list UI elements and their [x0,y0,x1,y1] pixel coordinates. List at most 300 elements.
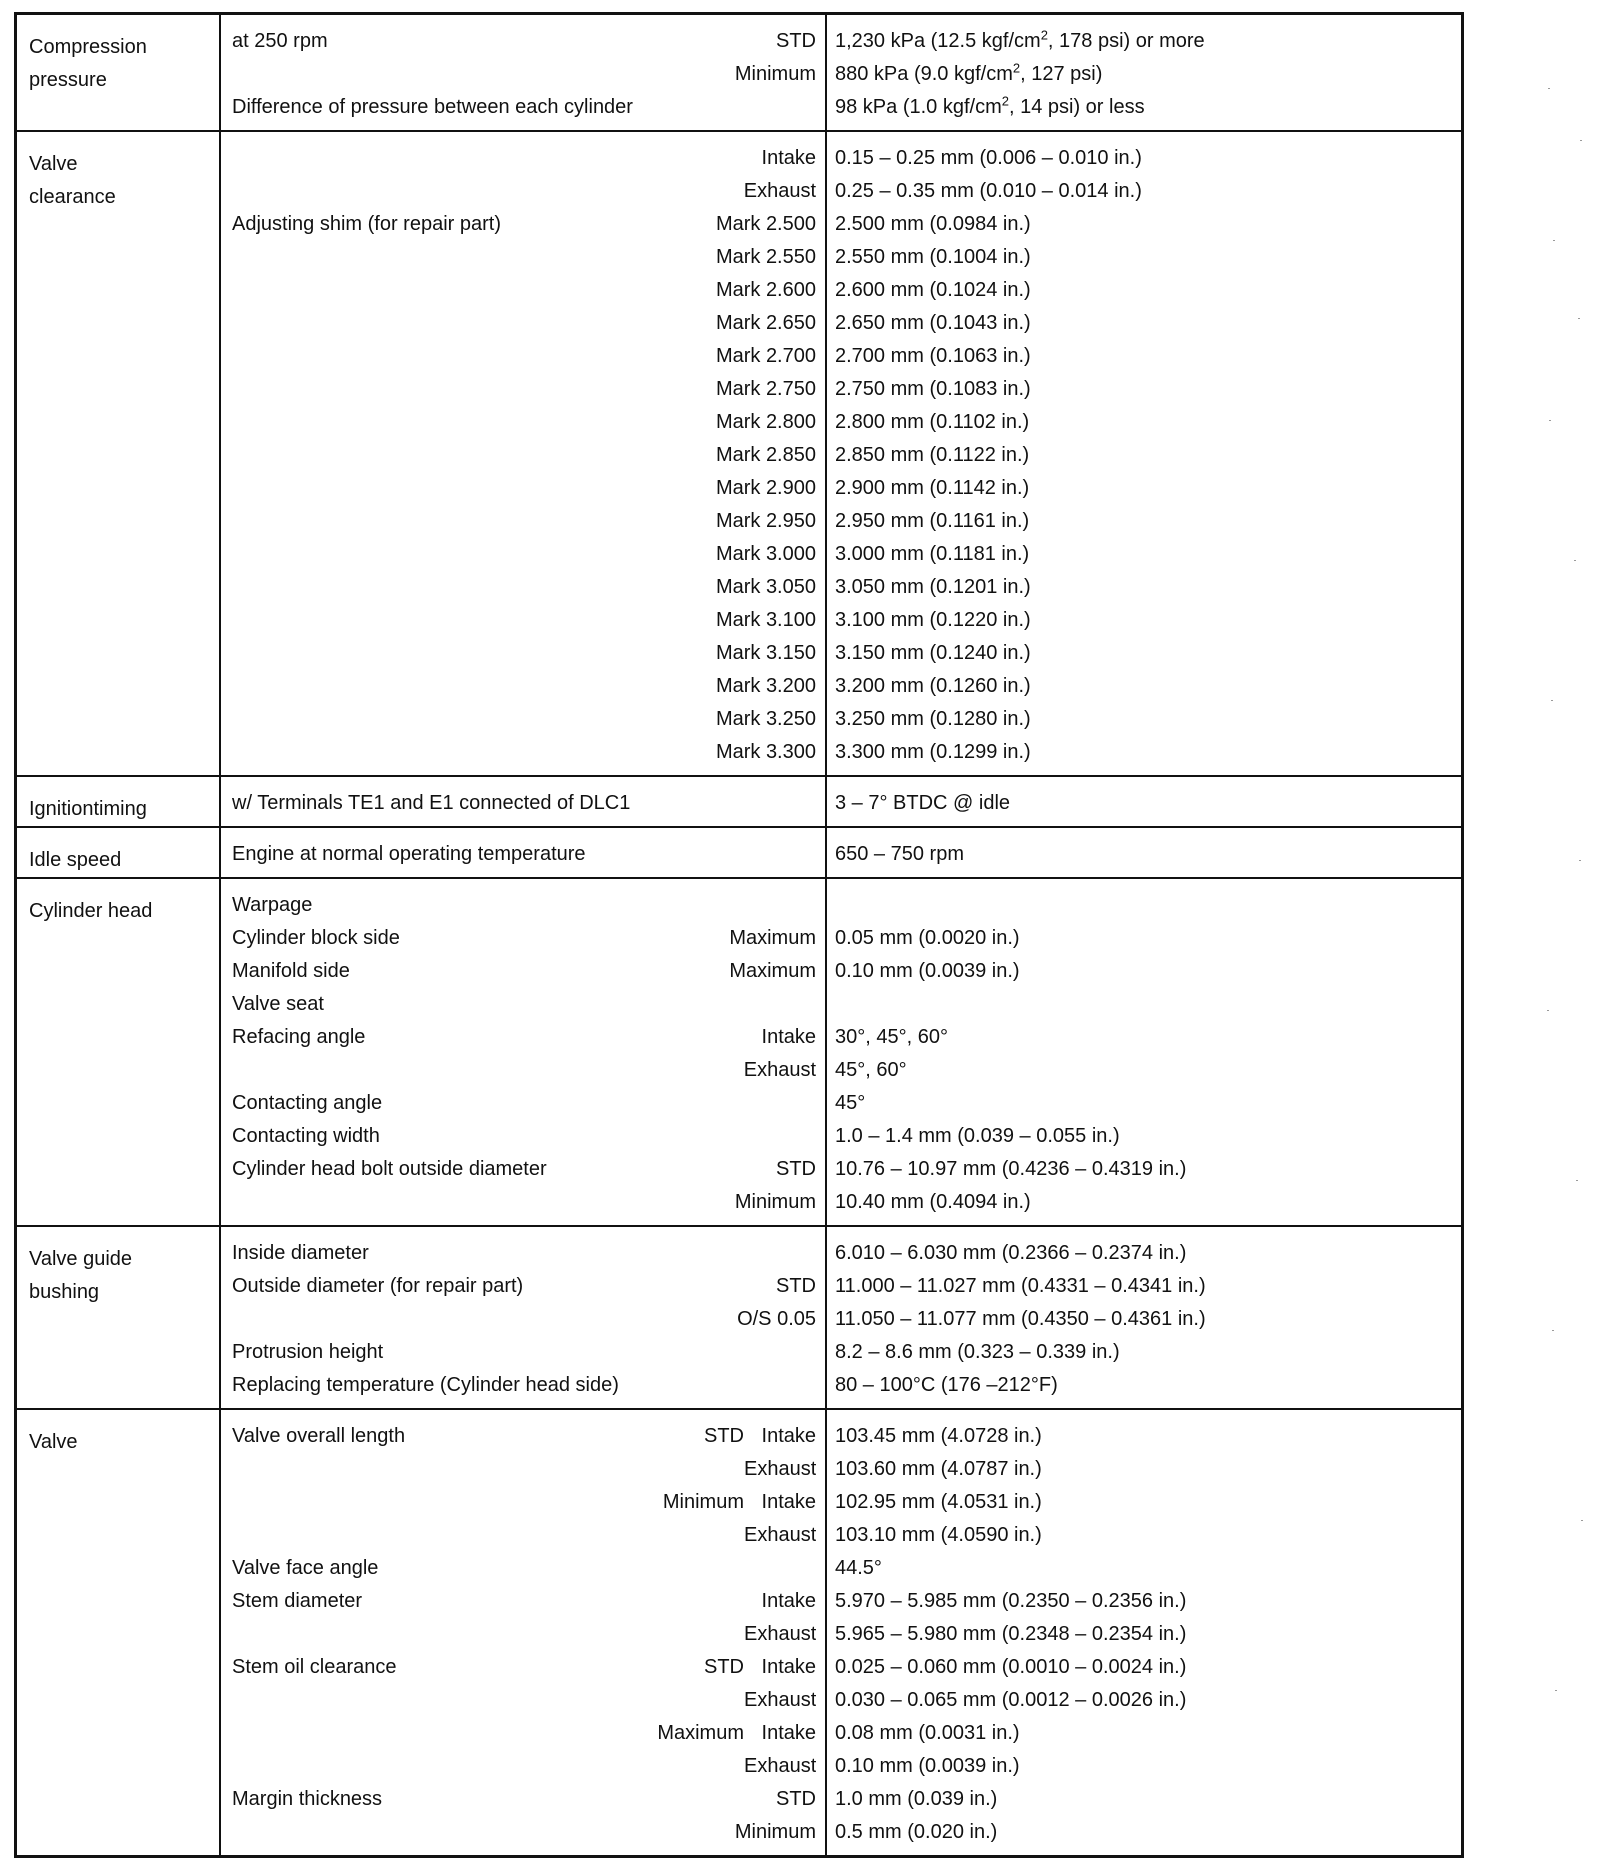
condition-row [232,1684,816,1717]
condition-qualifier: Exhaust [743,180,816,202]
value-row [835,1651,1453,1684]
condition-label: at 250 rpm [232,30,328,52]
condition-subqualifier: Exhaust [744,1755,816,1777]
condition-label: Contacting width [232,1125,380,1147]
spec-value: 3 – 7° BTDC @ idle [835,792,1011,814]
spec-section [17,877,1461,1225]
section-item-name [17,15,221,130]
condition-label [232,439,716,472]
item-name-line: Ignitiontiming [29,798,147,820]
spec-section [17,1408,1461,1855]
condition-row [232,1336,816,1369]
scan-speck [1551,700,1553,701]
value-row [835,955,1453,988]
condition-label [232,472,716,505]
condition-qualifier: STD [704,1656,744,1678]
value-row [835,274,1453,307]
condition-row [232,439,816,472]
item-name-line: Idle speed [29,849,122,871]
condition-row [232,1717,816,1750]
value-row [835,670,1453,703]
condition-label [232,571,716,604]
condition-label [232,340,716,373]
condition-column [221,879,827,1225]
condition-row [232,1750,816,1783]
scan-speck [1555,1690,1557,1691]
condition-qualifier: Intake [761,147,816,169]
value-row [835,208,1453,241]
spec-value: 103.10 mm (4.0590 in.) [835,1524,1042,1546]
value-row [835,538,1453,571]
spec-value: 2.600 mm (0.1024 in.) [835,279,1031,301]
condition-qualifier: Mark 2.600 [715,279,816,301]
condition-qualifier: Mark 2.700 [715,345,816,367]
condition-qualifier: Maximum [729,927,816,949]
condition-qualifier: Exhaust [743,1059,816,1081]
spec-value: 30°, 45°, 60° [835,1026,948,1048]
condition-qualifier: Intake [761,1026,816,1048]
value-row [835,1153,1453,1186]
condition-qualifier: Mark 3.050 [715,576,816,598]
section-item-name [17,879,221,1225]
condition-row [232,340,816,373]
value-row [835,439,1453,472]
spec-value: 6.010 – 6.030 mm (0.2366 – 0.2374 in.) [835,1242,1187,1264]
value-row [835,1420,1453,1453]
condition-label [232,1618,744,1651]
item-name-line: clearance [29,186,116,208]
spec-value: 3.150 mm (0.1240 in.) [835,642,1031,664]
condition-row [232,274,816,307]
value-row [835,1369,1453,1402]
spec-value: 650 – 750 rpm [835,843,964,865]
condition-column [221,132,827,775]
condition-column [221,777,827,826]
condition-subqualifier: Intake [761,1722,816,1744]
value-row [835,1303,1453,1336]
scan-speck [1581,1520,1583,1521]
value-row [835,1336,1453,1369]
value-row [835,838,1453,871]
scan-speck [1547,1010,1549,1011]
condition-label: Replacing temperature (Cylinder head side) [232,1374,619,1396]
value-row [835,604,1453,637]
condition-label [232,1684,744,1717]
item-name-line: Compression [29,36,147,58]
condition-subqualifier: Intake [761,1425,816,1447]
condition-row [232,1552,816,1585]
item-name-line: Valve guide [29,1248,133,1270]
condition-row [232,1519,816,1552]
scan-speck [1574,560,1576,561]
scan-speck [1579,860,1581,861]
item-name-line: Cylinder head [29,900,153,922]
spec-value: 3.100 mm (0.1220 in.) [835,609,1031,631]
condition-label [232,1186,735,1219]
spec-value: 0.25 – 0.35 mm (0.010 – 0.014 in.) [835,180,1142,202]
condition-row [232,1420,816,1453]
condition-label [232,1453,744,1486]
condition-row [232,1369,816,1402]
spec-value: 2.500 mm (0.0984 in.) [835,213,1031,235]
value-row [835,1618,1453,1651]
condition-label: Outside diameter (for repair part) [232,1275,524,1297]
condition-label: Valve seat [232,993,324,1015]
condition-row [232,1054,816,1087]
condition-qualifier: Mark 2.800 [715,411,816,433]
condition-qualifier: Maximum [657,1722,744,1744]
condition-row [232,787,816,820]
condition-row [232,472,816,505]
spec-value: 80 – 100°C (176 –212°F) [835,1374,1058,1396]
condition-subqualifier: Exhaust [744,1689,816,1711]
spec-value: 0.5 mm (0.020 in.) [835,1821,998,1843]
condition-qualifier: STD [704,1425,744,1447]
condition-row [232,736,816,769]
spec-section [17,826,1461,877]
condition-row [232,25,816,58]
condition-label: Cylinder head bolt outside diameter [232,1158,547,1180]
condition-label: w/ Terminals TE1 and E1 connected of DLC1 [232,792,631,814]
condition-label [232,274,716,307]
spec-value: 2.950 mm (0.1161 in.) [835,510,1030,532]
section-item-name [17,132,221,775]
condition-qualifier: Mark 3.200 [715,675,816,697]
spec-value: 11.050 – 11.077 mm (0.4350 – 0.4361 in.) [835,1308,1206,1330]
condition-subqualifier: Exhaust [744,1524,816,1546]
scan-speck [1552,1330,1554,1331]
section-item-name [17,828,221,877]
value-row [835,1270,1453,1303]
spec-value: 1.0 mm (0.039 in.) [835,1788,998,1810]
condition-row [232,406,816,439]
condition-label: Valve face angle [232,1557,379,1579]
condition-qualifier: Minimum [734,63,816,85]
condition-row [232,241,816,274]
section-item-name [17,1410,221,1855]
condition-row [232,373,816,406]
condition-row [232,1486,816,1519]
condition-subqualifier: Intake [761,1590,816,1612]
condition-qualifier: STD [776,1275,816,1297]
condition-qualifier: Mark 3.150 [715,642,816,664]
condition-qualifier: Mark 2.750 [715,378,816,400]
condition-row [232,1618,816,1651]
value-row [835,241,1453,274]
value-column [827,132,1461,775]
condition-qualifier: Mark 2.850 [715,444,816,466]
spec-value: 2.800 mm (0.1102 in.) [835,411,1030,433]
value-row [835,637,1453,670]
condition-subqualifier: Intake [761,1491,816,1513]
spec-value: 102.95 mm (4.0531 in.) [835,1491,1042,1513]
value-row [835,1783,1453,1816]
condition-label [232,1750,744,1783]
condition-qualifier: Mark 2.950 [715,510,816,532]
value-row [835,505,1453,538]
condition-label [232,1519,744,1552]
spec-value: 3.300 mm (0.1299 in.) [835,741,1031,763]
condition-subqualifier: Intake [761,1656,816,1678]
condition-row [232,670,816,703]
spec-section [17,130,1461,775]
condition-label: Inside diameter [232,1242,369,1264]
condition-label: Cylinder block side [232,927,400,949]
spec-value: 0.030 – 0.065 mm (0.0012 – 0.0026 in.) [835,1689,1187,1711]
spec-value: 0.025 – 0.060 mm (0.0010 – 0.0024 in.) [835,1656,1187,1678]
condition-row [232,571,816,604]
scan-speck [1549,420,1551,421]
condition-row [232,604,816,637]
condition-qualifier: O/S 0.05 [737,1308,816,1330]
value-row [835,703,1453,736]
condition-qualifier: Mark 3.250 [715,708,816,730]
condition-row [232,505,816,538]
section-item-name [17,777,221,826]
condition-qualifier: Minimum [734,1821,816,1843]
condition-row [232,988,816,1021]
item-name-line: Valve [29,153,78,175]
condition-label: Contacting angle [232,1092,383,1114]
condition-label [232,1303,737,1336]
spec-value: 103.45 mm (4.0728 in.) [835,1425,1042,1447]
value-row [835,1585,1453,1618]
condition-qualifier: Mark 3.100 [715,609,816,631]
spec-value: 880 kPa (9.0 kgf/$cm^2$, 127 psi) [835,60,1103,85]
condition-row [232,637,816,670]
spec-value: 10.40 mm (0.4094 in.) [835,1191,1031,1213]
value-row [835,787,1453,820]
condition-row [232,142,816,175]
value-column [827,828,1461,877]
spec-value: 1,230 kPa (12.5 kgf/$cm^2$, 178 psi) or more [835,27,1205,52]
condition-row [232,208,816,241]
value-row [835,1120,1453,1153]
value-row [835,736,1453,769]
condition-row [232,1303,816,1336]
value-row [835,1717,1453,1750]
spec-value: 10.76 – 10.97 mm (0.4236 – 0.4319 in.) [835,1158,1187,1180]
condition-subqualifier: Exhaust [744,1623,816,1645]
spec-section [17,775,1461,826]
spec-value: 3.050 mm (0.1201 in.) [835,576,1031,598]
condition-row [232,1783,816,1816]
condition-label [232,1816,735,1849]
condition-label: Valve overall length [232,1425,406,1447]
value-row [835,373,1453,406]
condition-column [221,1227,827,1408]
condition-label [232,637,716,670]
spec-value: 45°, 60° [835,1059,907,1081]
value-row [835,571,1453,604]
condition-label [232,736,716,769]
value-row [835,340,1453,373]
condition-label [232,1717,657,1750]
condition-row [232,1153,816,1186]
condition-row [232,1186,816,1219]
condition-row [232,58,816,91]
condition-label [232,505,716,538]
condition-row [232,91,816,124]
value-column [827,15,1461,130]
value-row [835,25,1453,58]
value-row [835,1186,1453,1219]
condition-label [232,1486,663,1519]
condition-qualifier: Minimum [734,1191,816,1213]
condition-label [232,373,716,406]
condition-label: Stem diameter [232,1590,363,1612]
value-row [835,1816,1453,1849]
spec-value: 2.700 mm (0.1063 in.) [835,345,1031,367]
value-column [827,1227,1461,1408]
condition-row [232,838,816,871]
spec-value: 0.10 mm (0.0039 in.) [835,960,1020,982]
spec-value: 44.5° [835,1557,882,1579]
value-row [835,889,1453,922]
section-item-name [17,1227,221,1408]
value-row [835,58,1453,91]
condition-label [232,703,716,736]
condition-label: Difference of pressure between each cylinder [232,96,633,118]
condition-label: Warpage [232,894,313,916]
condition-row [232,1120,816,1153]
value-row [835,1453,1453,1486]
condition-label [232,307,716,340]
item-name-line: bushing [29,1281,100,1303]
condition-qualifier: STD [776,30,816,52]
condition-label [232,241,716,274]
value-row [835,91,1453,124]
scan-speck [1576,1180,1578,1181]
condition-label: Protrusion height [232,1341,384,1363]
value-row [835,1552,1453,1585]
condition-label [232,142,762,175]
condition-qualifier: Mark 2.550 [715,246,816,268]
condition-label [232,538,716,571]
spec-value: 103.60 mm (4.0787 in.) [835,1458,1042,1480]
condition-row [232,922,816,955]
value-row [835,307,1453,340]
condition-subqualifier: Exhaust [744,1458,816,1480]
condition-row [232,175,816,208]
condition-qualifier: Maximum [729,960,816,982]
spec-value: 11.000 – 11.027 mm (0.4331 – 0.4341 in.) [835,1275,1206,1297]
value-row [835,175,1453,208]
value-row [835,922,1453,955]
condition-label: Engine at normal operating temperature [232,843,586,865]
spec-value: 2.900 mm (0.1142 in.) [835,477,1030,499]
condition-label [232,406,716,439]
condition-row [232,1087,816,1120]
item-name-line: pressure [29,69,107,91]
spec-value: 0.10 mm (0.0039 in.) [835,1755,1020,1777]
spec-value: 0.05 mm (0.0020 in.) [835,927,1020,949]
value-row [835,1087,1453,1120]
spec-value: 98 kPa (1.0 kgf/$cm^2$, 14 psi) or less [835,93,1145,118]
condition-row [232,889,816,922]
spec-value: 3.200 mm (0.1260 in.) [835,675,1031,697]
spec-value: 0.08 mm (0.0031 in.) [835,1722,1020,1744]
condition-column [221,1410,827,1855]
spec-section [17,15,1461,130]
scan-speck [1548,88,1550,89]
condition-row [232,1585,816,1618]
condition-label: Manifold side [232,960,350,982]
value-row [835,406,1453,439]
condition-qualifier: Mark 3.000 [715,543,816,565]
spec-value: 5.970 – 5.985 mm (0.2350 – 0.2356 in.) [835,1590,1187,1612]
spec-section [17,1225,1461,1408]
condition-label: Adjusting shim (for repair part) [232,213,501,235]
condition-column [221,828,827,877]
spec-value: 2.650 mm (0.1043 in.) [835,312,1031,334]
condition-qualifier: Mark 2.650 [715,312,816,334]
condition-qualifier: Mark 2.500 [715,213,816,235]
spec-value: 5.965 – 5.980 mm (0.2348 – 0.2354 in.) [835,1623,1187,1645]
condition-column [221,15,827,130]
condition-row [232,1237,816,1270]
value-column [827,777,1461,826]
condition-row [232,1021,816,1054]
spec-value: 45° [835,1092,866,1114]
value-row [835,1519,1453,1552]
condition-row [232,307,816,340]
scan-speck [1578,318,1580,319]
condition-label [232,58,735,91]
condition-row [232,1453,816,1486]
value-row [835,1237,1453,1270]
condition-row [232,538,816,571]
condition-qualifier: STD [776,1158,816,1180]
scan-speck [1553,240,1555,241]
condition-label: Stem oil clearance [232,1656,397,1678]
condition-row [232,955,816,988]
spec-value: 1.0 – 1.4 mm (0.039 – 0.055 in.) [835,1125,1120,1147]
condition-qualifier: Minimum [662,1491,744,1513]
spec-table [14,12,1464,1858]
condition-qualifier: STD [776,1788,816,1810]
spec-value: 2.750 mm (0.1083 in.) [835,378,1031,400]
value-row [835,142,1453,175]
scan-speck [1580,140,1582,141]
condition-row [232,703,816,736]
value-column [827,879,1461,1225]
condition-label [232,604,716,637]
condition-row [232,1651,816,1684]
spec-value: 3.000 mm (0.1181 in.) [835,543,1030,565]
condition-row [232,1270,816,1303]
value-row [835,1021,1453,1054]
condition-label: Margin thickness [232,1788,383,1810]
value-row [835,472,1453,505]
condition-label [232,670,716,703]
spec-value: 8.2 – 8.6 mm (0.323 – 0.339 in.) [835,1341,1120,1363]
condition-qualifier: Mark 3.300 [715,741,816,763]
value-row [835,1684,1453,1717]
spec-value: 0.15 – 0.25 mm (0.006 – 0.010 in.) [835,147,1142,169]
condition-label: Refacing angle [232,1026,366,1048]
spec-value: 2.850 mm (0.1122 in.) [835,444,1030,466]
value-row [835,1750,1453,1783]
condition-qualifier: Mark 2.900 [715,477,816,499]
value-row [835,1486,1453,1519]
spec-value: 3.250 mm (0.1280 in.) [835,708,1031,730]
condition-row [232,1816,816,1849]
spec-value: 2.550 mm (0.1004 in.) [835,246,1031,268]
condition-label [232,175,744,208]
value-column [827,1410,1461,1855]
value-row [835,1054,1453,1087]
